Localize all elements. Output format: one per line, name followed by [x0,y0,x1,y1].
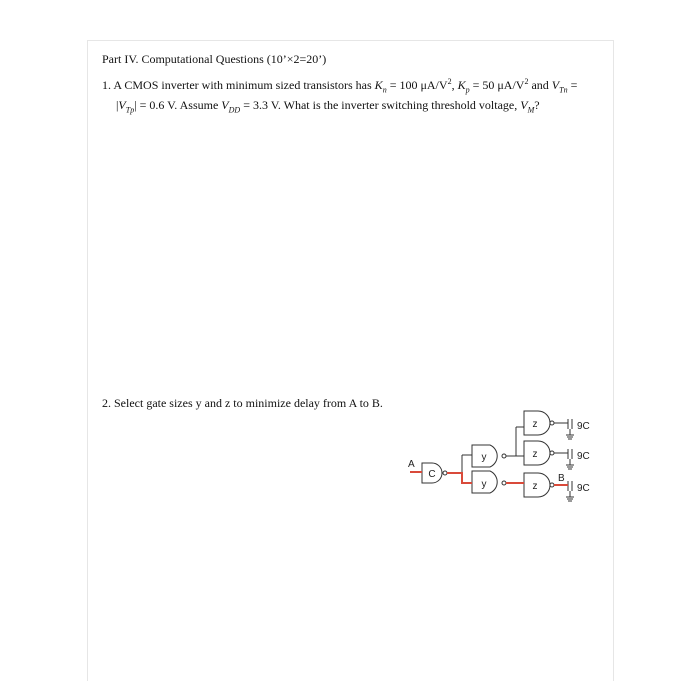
gate-z-2-bubble [550,451,554,455]
gate-z-1-bubble [550,421,554,425]
logic-circuit-diagram [402,405,612,510]
load-capacitor-1 [566,419,574,439]
load-capacitor-2 [566,449,574,469]
gate-y-bottom-bubble [502,481,506,485]
question-1-line-2: $|V_{Tp}| = 0.6$ V. Assume $V_{DD} = 3.3$ V. What is the inverter switching threshold voltage, $V_M$? [116,98,540,115]
gate-z-3-bubble [550,483,554,487]
page-border [87,40,614,681]
section-title: Part IV. Computational Questions (10’×2=20’) [102,52,327,66]
input-label-a: A [408,459,415,470]
gate-label-z-3: z [532,481,538,492]
gate-label-z-2: z [532,449,538,460]
load-label-1: 9C [577,421,590,432]
gate-c-bubble [443,471,447,475]
gate-label-y-bottom: y [481,479,487,490]
question-2-text: 2. Select gate sizes y and z to minimize delay from A to B. [102,396,383,410]
gate-label-c: C [428,469,436,480]
question-1-line-1: 1. A CMOS inverter with minimum sized transistors has $K_n = 100$ $\mu A/V^2$, $K_p = 50$ $\mu A/V^2$ and $V_{Tn}$ = [102,77,578,95]
load-label-2: 9C [577,451,590,462]
gate-label-z-1: z [532,419,538,430]
output-label-b: B [558,473,565,484]
load-label-3: 9C [577,483,590,494]
gate-y-top-bubble [502,454,506,458]
gate-label-y-top: y [481,452,487,463]
